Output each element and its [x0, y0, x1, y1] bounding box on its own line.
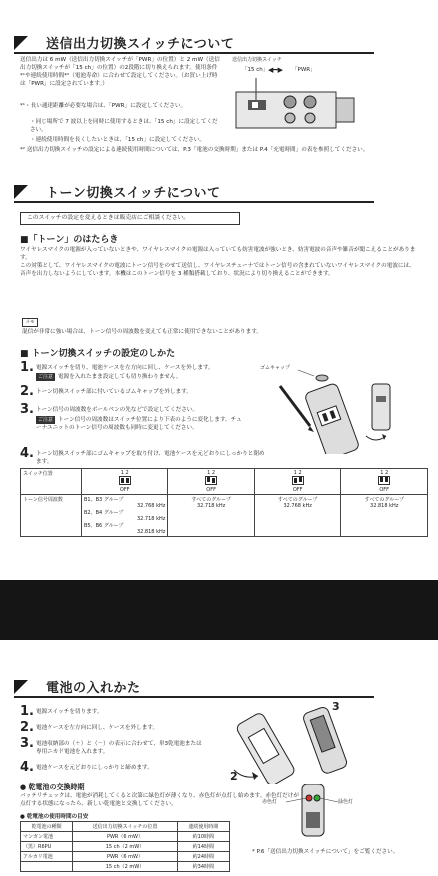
battery-illustration — [216, 700, 366, 784]
green-lamp-label: 緑色灯 — [338, 799, 354, 805]
output-switch-diagram — [228, 56, 358, 138]
table-head: 連続使用時間 — [177, 822, 229, 832]
tone-switch-illustration — [258, 364, 418, 454]
tone-function-heading: ■「トーン」のはたらき — [20, 235, 119, 245]
freq-group: すべてのグループ — [191, 497, 231, 503]
table-head: 乾電池の種類 — [21, 822, 73, 832]
caution-tag: ご注意 — [38, 374, 54, 380]
table-cell: PWR（6 mW） — [73, 852, 177, 862]
figure-number: 3 — [332, 700, 340, 713]
memo-label: メモ — [22, 318, 38, 327]
table-row — [21, 852, 230, 862]
freq-cell — [168, 495, 255, 537]
caution-tag: ご注意 — [38, 417, 54, 423]
battery-step-2: 電池ケースを左方向に回し、ケースを外します。 — [36, 725, 159, 731]
battery-step-1: 電源スイッチを切ります。 — [36, 709, 103, 715]
freq-value: 32.818 kHz — [370, 503, 399, 509]
section-triangle-icon — [14, 36, 28, 50]
table-cell: アルカリ電池 — [21, 852, 73, 862]
dip-switch-icon — [292, 476, 304, 485]
switch-position-cell — [168, 469, 255, 495]
diagram-right-label: 「PWR」 — [292, 67, 316, 73]
battery-step-3: 電池収納部の（＋）と（－）の表示に合わせて、単3乾電池または専用ニカド電池を入れます。 — [36, 741, 202, 755]
switch-num: 1 2 — [380, 470, 389, 476]
step-number: 2. — [20, 720, 34, 735]
table-row-head: スイッチ位置 — [21, 469, 82, 495]
battery-life-table — [20, 821, 230, 872]
step-number: 3. — [20, 736, 34, 751]
table-row — [21, 842, 230, 852]
switch-position-cell — [254, 469, 341, 495]
microphone-pen-icon — [258, 364, 418, 454]
step-1-text: 電源スイッチを切り、電池ケースを左方向に回し、ケースを外します。 — [36, 365, 214, 371]
table-row — [21, 862, 230, 872]
step-number: 1. — [20, 360, 34, 375]
step-3-note-text: トーン信号の周波数はスイッチ位置により下表のように変化します。チューナユニットのトーン信号の周波数も同時に変更してください。 — [36, 417, 242, 431]
table-head: 送信出力切換スイッチの位置 — [73, 822, 177, 832]
table-cell: PWR（6 mW） — [73, 832, 177, 842]
switch-unit-icon — [228, 78, 358, 138]
table-cell: 約10時間 — [177, 832, 229, 842]
tone-function-body: ワイヤレスマイクの電源が入っていないときや、ワイヤレスマイクの電源は入っていても妨害電波が強いとき、妨害電波の音声や雑音が聞こえることがあります。 この対策として、ワイヤレスマイクの電波にトーン信号をのせて送信し、ワイヤレスチューナではトーン信号の含まれていないワイヤレスマイクの電波には、音声を出力しないようにしています。本機はこのトーン信号を 3 種類搭載しており、状況により切り換えることができます。 — [20, 247, 416, 277]
switch-num: 1 2 — [293, 470, 302, 476]
step-number: 1. — [20, 704, 34, 719]
table-cell: 15 ch（2 mW） — [73, 842, 177, 852]
freq-group: B5、B6 グループ — [84, 523, 124, 529]
table-cell: 約14時間 — [177, 842, 229, 852]
freq-cell — [82, 495, 168, 537]
section-header-tone-switch — [14, 183, 374, 203]
table-row-head: トーン信号周波数 — [21, 495, 82, 537]
table-cell: 約34時間 — [177, 862, 229, 872]
battery-table-title: ● 乾電池の使用時間の目安 — [20, 814, 89, 820]
battery-step-4: 電池ケースを元どおりにしっかりと締めます。 — [36, 765, 153, 771]
memo-body: 混信が非常に強い場合は、トーン信号の周波数を変えても正常に使用できないことがあります。 — [22, 329, 262, 335]
output-switch-body: 送信出力は 6 mW（送信出力切換スイッチが「PWR」の位置）と 2 mW（送信出力切換スイッチが「15 ch」の位置）の2段階に切り換えられます。使用条件*¹や連続使用時間*²（電池寿命）に合わせて設定してください。（お買い上げ時は「PWR」に設定されています。） — [20, 57, 220, 87]
switch-position-cell — [82, 469, 168, 495]
battery-replace-body: バッテリチェックは、電池が消耗してくると次第に緑色灯が薄くなり、赤色灯が点灯し始めます。赤色灯だけが点灯する状態になったら、新しい乾電池と交換してください。 — [20, 793, 299, 807]
step-number: 2. — [20, 384, 34, 399]
manual-page-2 — [0, 640, 438, 876]
output-switch-bullet-2: ・同じ場所で 7 波以上を同時に使用するときは、「15 ch」に設定してください。 — [30, 119, 218, 133]
table-cell: マンガン電池 — [21, 832, 73, 842]
section-title: 電池の入れかた — [46, 681, 141, 696]
rubber-cap-label: ゴムキャップ — [260, 365, 291, 371]
tone-setting-heading: ■ トーン切換スイッチの設定のしかた — [20, 349, 176, 359]
step-number: 4. — [20, 760, 34, 775]
diagram-label: 送信出力切換スイッチ — [232, 57, 282, 63]
step-4-text: トーン切換スイッチ部にゴムキャップを取り付け、電池ケースを元どおりにしっかりと閉めます。 — [36, 451, 265, 465]
freq-group: B1、B3 グループ — [84, 497, 124, 503]
switch-off: OFF — [379, 487, 390, 493]
switch-num: 1 2 — [120, 470, 129, 476]
switch-off: OFF — [206, 487, 216, 493]
section-triangle-icon — [14, 185, 28, 199]
battery-lamp-illustration — [262, 784, 372, 838]
output-switch-footnote: *² 送信出力切換スイッチの設定による連続使用時間については、P.3「電池の交換時期」または P.4「充電時間」の表を参照してください。 — [20, 147, 369, 153]
output-switch-bullet-1: *¹・長い通達距離が必要な場合は、「PWR」に設定してください。 — [20, 103, 187, 109]
microphone-battery-icon — [216, 700, 366, 784]
switch-off: OFF — [119, 487, 130, 493]
table-cell: （黒）R6PU — [21, 842, 73, 852]
step-1-note — [36, 373, 266, 381]
freq-value: 32.718 kHz — [196, 503, 226, 509]
page-separator-band — [0, 580, 438, 640]
figure-number: 2 — [230, 770, 238, 783]
output-switch-bullet-3: ・連続使用時間を長くしたいときは、「15 ch」に設定してください。 — [30, 137, 205, 143]
table-row — [21, 832, 230, 842]
section-header-output-switch — [14, 34, 374, 54]
switch-num: 1 2 — [207, 470, 216, 476]
freq-value: 32.768 kHz — [283, 503, 312, 509]
indicator-lamp-icon — [262, 784, 372, 838]
red-lamp-label: 赤色灯 — [262, 799, 278, 805]
section-title: 送信出力切換スイッチについて — [46, 37, 235, 52]
reference-note: * P.6「送信出力切換スイッチについて」をご覧ください。 — [252, 849, 399, 855]
step-3-text: トーン信号の周波数をボールペンの先などで設定してください。 — [36, 407, 198, 413]
dip-switch-icon — [378, 476, 390, 485]
freq-cell — [341, 495, 428, 537]
freq-group: B2、B4 グループ — [84, 510, 124, 516]
section-title: トーン切換スイッチについて — [46, 186, 221, 201]
section-triangle-icon — [14, 680, 28, 694]
switch-position-cell — [341, 469, 428, 495]
switch-off: OFF — [292, 487, 303, 493]
freq-cell — [254, 495, 341, 537]
freq-group: すべてのグループ — [364, 497, 404, 503]
section-header-battery — [14, 678, 374, 698]
freq-value: 32.818 kHz — [136, 529, 166, 535]
dip-switch-icon — [205, 476, 217, 485]
step-1-note-text: 電源を入れたまま設定しても切り換わりません。 — [58, 374, 182, 380]
table-cell: 15 ch（2 mW） — [73, 862, 177, 872]
battery-replace-heading: ● 乾電池の交換時期 — [20, 783, 85, 791]
step-2-text: トーン切換スイッチ部に付いているゴムキャップを外します。 — [36, 389, 192, 395]
arrow-both-icon: ◀━▶ — [268, 66, 283, 74]
table-cell — [21, 862, 73, 872]
tone-frequency-table — [20, 468, 428, 537]
dip-switch-icon — [119, 476, 131, 485]
freq-value: 32.768 kHz — [136, 503, 166, 509]
step-number: 3. — [20, 402, 34, 417]
diagram-left-label: 「15 ch」 — [242, 67, 269, 73]
freq-value: 32.718 kHz — [136, 516, 166, 522]
freq-group: すべてのグループ — [277, 497, 318, 503]
dealer-notice-box: このスイッチの設定を変えるときは販売店にご相談ください。 — [20, 212, 240, 225]
step-number: 4. — [20, 446, 34, 461]
table-cell: 約24時間 — [177, 852, 229, 862]
step-3-note — [36, 416, 246, 432]
